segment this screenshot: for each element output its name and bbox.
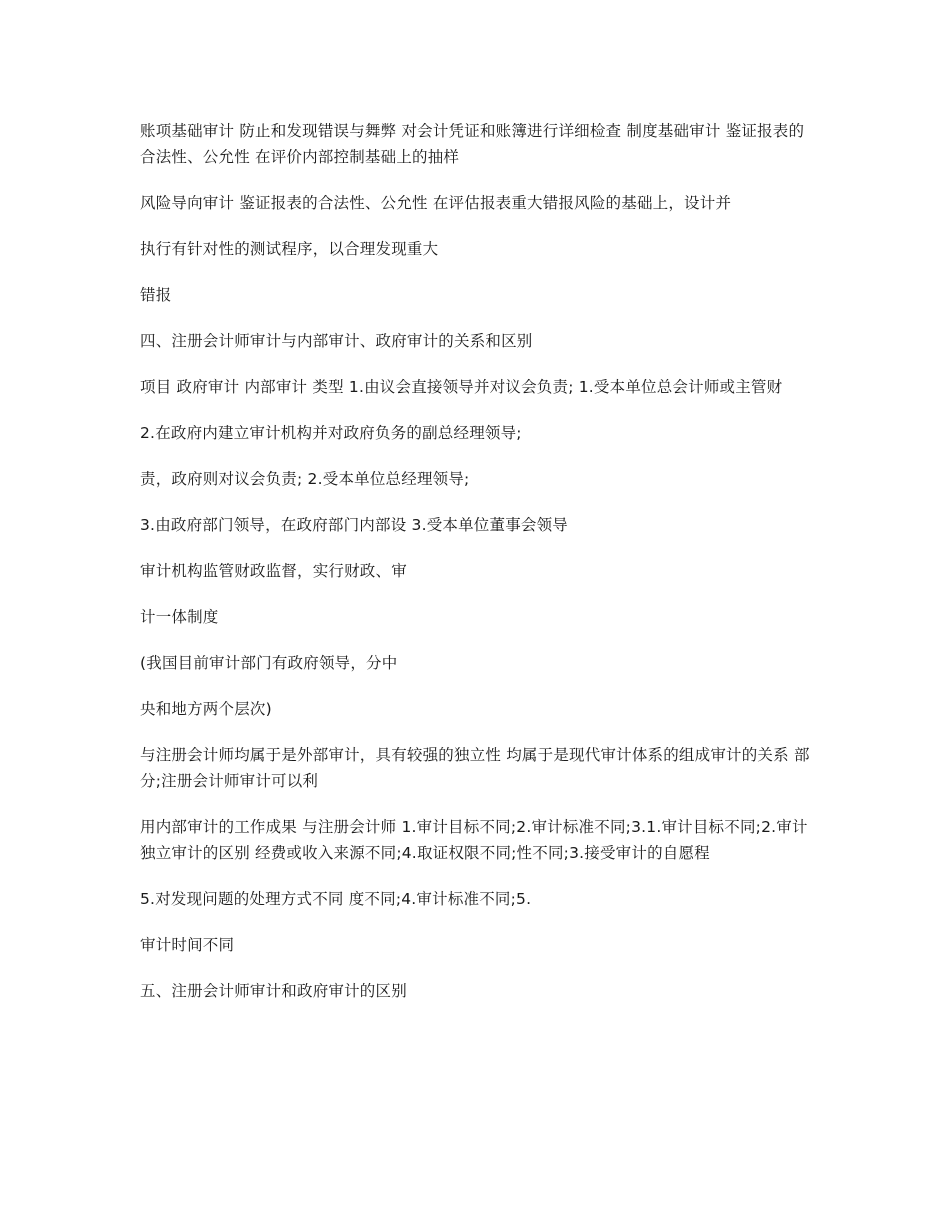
document-body [140,118,810,1024]
paragraph: 审计机构监管财政监督，实行财政、审 [140,562,407,580]
paragraph: 执行有针对性的测试程序，以合理发现重大 [140,240,439,258]
paragraph: 责，政府则对议会负责; 2.受本单位总经理领导; [140,470,470,488]
paragraph: 审计时间不同 [140,936,235,954]
paragraph: 账项基础审计 防止和发现错误与舞弊 对会计凭证和账簿进行详细检查 制度基础审计 鉴证报表的合法性、公允性 在评价内部控制基础上的抽样 [140,122,805,166]
paragraph: 计一体制度 [140,608,219,626]
paragraph: (我国目前审计部门有政府领导，分中 [140,654,398,672]
paragraph: 用内部审计的工作成果 与注册会计师 1.审计目标不同;2.审计标准不同;3.1.审计目标不同;2.审计独立审计的区别 经费或收入来源不同;4.取证权限不同;性不同;3.接受审计的自愿程 [140,818,808,862]
paragraph: 项目 政府审计 内部审计 类型 1.由议会直接领导并对议会负责; 1.受本单位总会计师或主管财 [140,378,783,396]
paragraph: 5.对发现问题的处理方式不同 度不同;4.审计标准不同;5. [140,890,532,908]
paragraph: 风险导向审计 鉴证报表的合法性、公允性 在评估报表重大错报风险的基础上，设计并 [140,194,732,212]
section-heading: 四、注册会计师审计与内部审计、政府审计的关系和区别 [140,332,533,350]
paragraph: 央和地方两个层次) [140,700,272,718]
paragraph: 3.由政府部门领导，在政府部门内部设 3.受本单位董事会领导 [140,516,569,534]
section-heading: 五、注册会计师审计和政府审计的区别 [140,982,407,1000]
paragraph: 错报 [140,286,172,304]
paragraph: 2.在政府内建立审计机构并对政府负务的副总经理领导; [140,424,522,442]
paragraph: 与注册会计师均属于是外部审计，具有较强的独立性 均属于是现代审计体系的组成审计的关系 部分;注册会计师审计可以利 [140,746,810,790]
